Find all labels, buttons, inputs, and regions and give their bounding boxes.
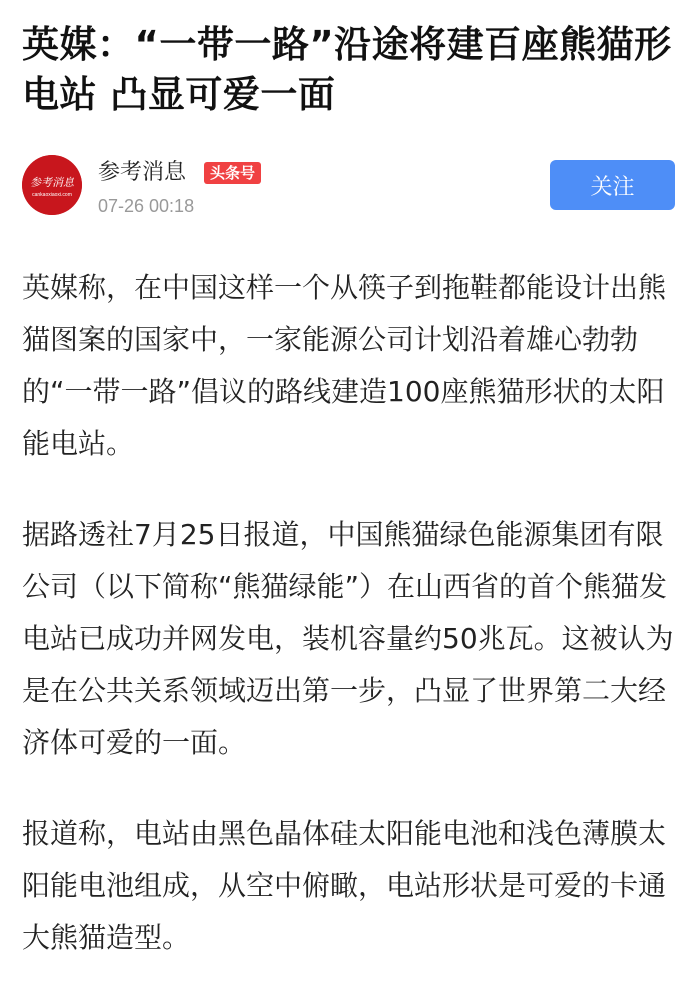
avatar-logo-text: 参考消息	[30, 176, 74, 189]
avatar-logo-subtext: cankaoxiaoxi.com	[32, 192, 72, 198]
post-time: 07-26 00:18	[98, 196, 195, 216]
toutiao-badge: 头条号	[204, 162, 261, 184]
follow-button[interactable]: 关注	[550, 160, 675, 210]
author-avatar[interactable]	[22, 155, 82, 215]
author-name[interactable]: 参考消息	[98, 160, 187, 185]
article-title: 英媒：“一带一路”沿途将建百座熊猫形电站 凸显可爱一面	[22, 23, 672, 116]
author-bar	[22, 155, 677, 219]
author-logo-icon	[22, 155, 82, 215]
article-body	[22, 262, 682, 1003]
paragraph: 报道称，电站由黑色晶体硅太阳能电池和浅色薄膜太阳能电池组成，从空中俯瞰，电站形状是可爱的卡通大熊猫造型。	[22, 817, 667, 954]
paragraph: 据路透社7月25日报道，中国熊猫绿色能源集团有限公司（以下简称“熊猫绿能”）在山西省的首个熊猫发电站已成功并网发电，装机容量约50兆瓦。这被认为是在公共关系领域迈出第一步，凸显了世界第二大经济体可爱的一面。	[22, 518, 674, 759]
paragraph: 英媒称，在中国这样一个从筷子到拖鞋都能设计出熊猫图案的国家中，一家能源公司计划沿着雄心勃勃的“一带一路”倡议的路线建造100座熊猫形状的太阳能电站。	[22, 271, 667, 460]
